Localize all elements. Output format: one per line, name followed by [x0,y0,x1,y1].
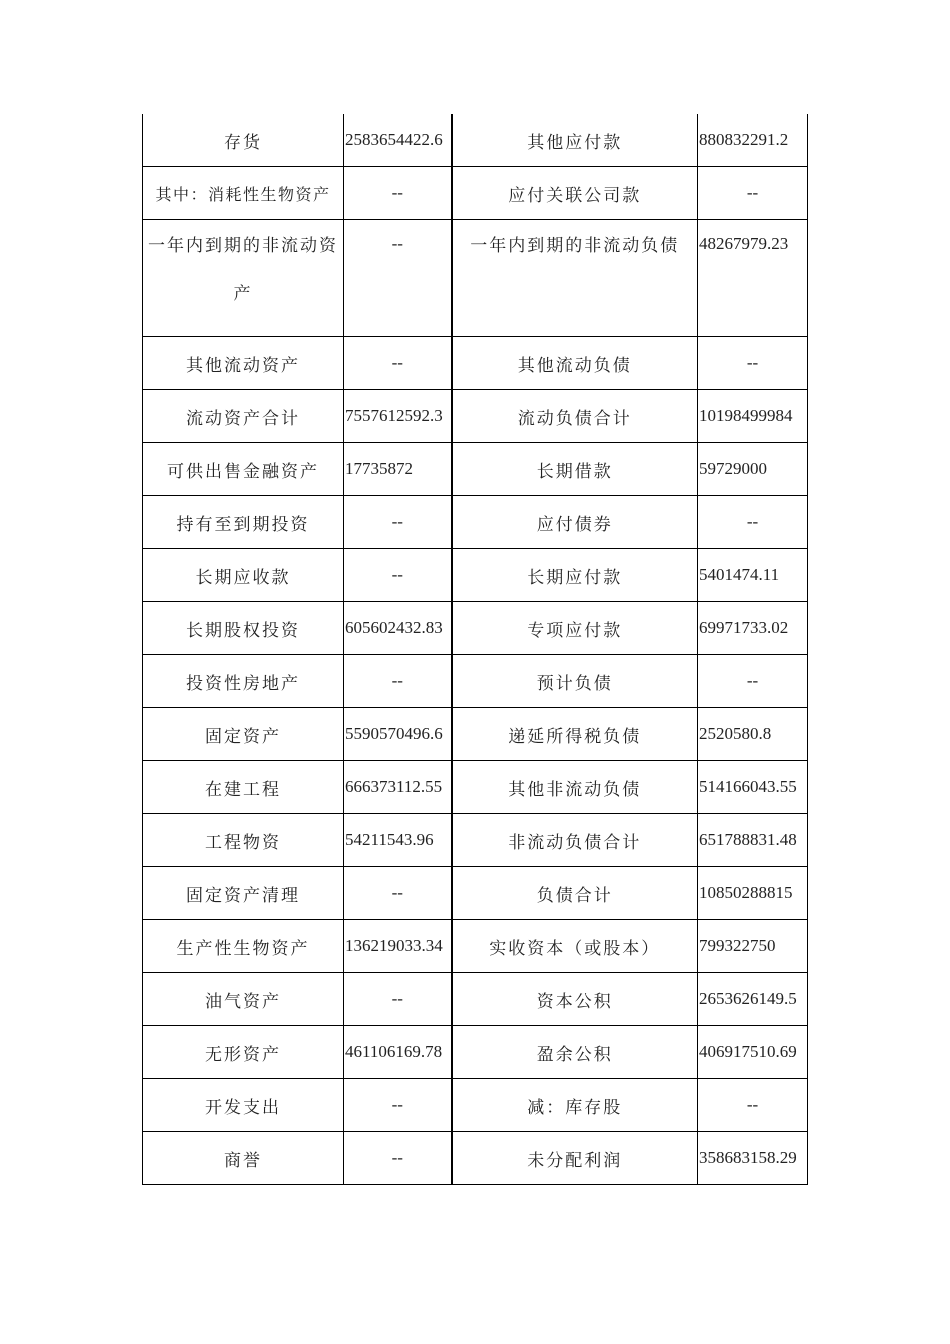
asset-label-cell: 固定资产 [143,708,344,761]
asset-value-cell: 666373112.55 [344,761,452,814]
asset-label-cell: 在建工程 [143,761,344,814]
liability-value-cell: 880832291.2 [698,114,808,167]
table-row [143,337,808,390]
table-row [143,114,808,167]
liability-label-cell: 递延所得税负债 [452,708,698,761]
asset-value-cell: -- [344,220,452,337]
asset-label-cell: 油气资产 [143,973,344,1026]
balance-sheet-body [143,114,808,1185]
table-row [143,973,808,1026]
liability-value-cell: 69971733.02 [698,602,808,655]
asset-value-cell: 605602432.83 [344,602,452,655]
liability-value-cell: 10198499984 [698,390,808,443]
asset-value-cell: -- [344,549,452,602]
asset-value-cell: -- [344,867,452,920]
asset-value-cell: 17735872 [344,443,452,496]
liability-label-cell: 预计负债 [452,655,698,708]
liability-value-cell: -- [698,655,808,708]
asset-label-cell: 其中：消耗性生物资产 [143,167,344,220]
liability-label-cell: 资本公积 [452,973,698,1026]
liability-value-cell: 5401474.11 [698,549,808,602]
liability-label-cell: 一年内到期的非流动负债 [452,220,698,337]
liability-value-cell: 48267979.23 [698,220,808,337]
table-row [143,1132,808,1185]
asset-value-cell: -- [344,973,452,1026]
asset-value-cell: -- [344,1079,452,1132]
liability-value-cell: -- [698,496,808,549]
balance-sheet-table [142,114,808,1185]
asset-label-cell: 长期股权投资 [143,602,344,655]
liability-label-cell: 未分配利润 [452,1132,698,1185]
asset-value-cell: -- [344,496,452,549]
asset-label-cell: 存货 [143,114,344,167]
liability-label-cell: 专项应付款 [452,602,698,655]
asset-value-cell: -- [344,167,452,220]
table-row [143,602,808,655]
table-row [143,867,808,920]
table-row [143,443,808,496]
asset-label-cell: 无形资产 [143,1026,344,1079]
table-row [143,920,808,973]
liability-label-cell: 非流动负债合计 [452,814,698,867]
asset-label-cell: 持有至到期投资 [143,496,344,549]
table-row [143,655,808,708]
asset-label-cell: 固定资产清理 [143,867,344,920]
asset-value-cell: 136219033.34 [344,920,452,973]
table-row [143,761,808,814]
liability-label-cell: 盈余公积 [452,1026,698,1079]
liability-label-cell: 实收资本（或股本） [452,920,698,973]
liability-value-cell: -- [698,167,808,220]
asset-value-cell: 5590570496.6 [344,708,452,761]
table-row [143,496,808,549]
asset-value-cell: 7557612592.3 [344,390,452,443]
asset-label-cell: 长期应收款 [143,549,344,602]
liability-value-cell: 358683158.29 [698,1132,808,1185]
liability-label-cell: 减：库存股 [452,1079,698,1132]
table-row [143,390,808,443]
asset-label-cell: 流动资产合计 [143,390,344,443]
asset-value-cell: -- [344,655,452,708]
asset-value-cell: 2583654422.6 [344,114,452,167]
liability-value-cell: 651788831.48 [698,814,808,867]
liability-label-cell: 流动负债合计 [452,390,698,443]
table-row [143,814,808,867]
table-row [143,708,808,761]
asset-label-cell: 可供出售金融资产 [143,443,344,496]
asset-value-cell: 54211543.96 [344,814,452,867]
asset-label-cell: 投资性房地产 [143,655,344,708]
liability-label-cell: 应付关联公司款 [452,167,698,220]
asset-value-cell: -- [344,337,452,390]
liability-value-cell: 59729000 [698,443,808,496]
liability-label-cell: 其他非流动负债 [452,761,698,814]
liability-value-cell: 2653626149.5 [698,973,808,1026]
liability-label-cell: 应付债券 [452,496,698,549]
asset-value-cell: -- [344,1132,452,1185]
liability-value-cell: -- [698,337,808,390]
liability-label-cell: 负债合计 [452,867,698,920]
table-row [143,1079,808,1132]
table-row [143,1026,808,1079]
asset-label-cell: 生产性生物资产 [143,920,344,973]
table-row [143,167,808,220]
table-row [143,549,808,602]
asset-label-cell: 其他流动资产 [143,337,344,390]
liability-label-cell: 长期应付款 [452,549,698,602]
table-row [143,220,808,337]
liability-label-cell: 其他应付款 [452,114,698,167]
liability-value-cell: 799322750 [698,920,808,973]
liability-value-cell: 406917510.69 [698,1026,808,1079]
asset-value-cell: 461106169.78 [344,1026,452,1079]
liability-label-cell: 长期借款 [452,443,698,496]
liability-value-cell: 2520580.8 [698,708,808,761]
liability-label-cell: 其他流动负债 [452,337,698,390]
liability-value-cell: 514166043.55 [698,761,808,814]
liability-value-cell: -- [698,1079,808,1132]
asset-label-cell: 一年内到期的非流动资产 [143,220,344,337]
liability-value-cell: 10850288815 [698,867,808,920]
asset-label-cell: 开发支出 [143,1079,344,1132]
asset-label-cell: 工程物资 [143,814,344,867]
asset-label-cell: 商誉 [143,1132,344,1185]
